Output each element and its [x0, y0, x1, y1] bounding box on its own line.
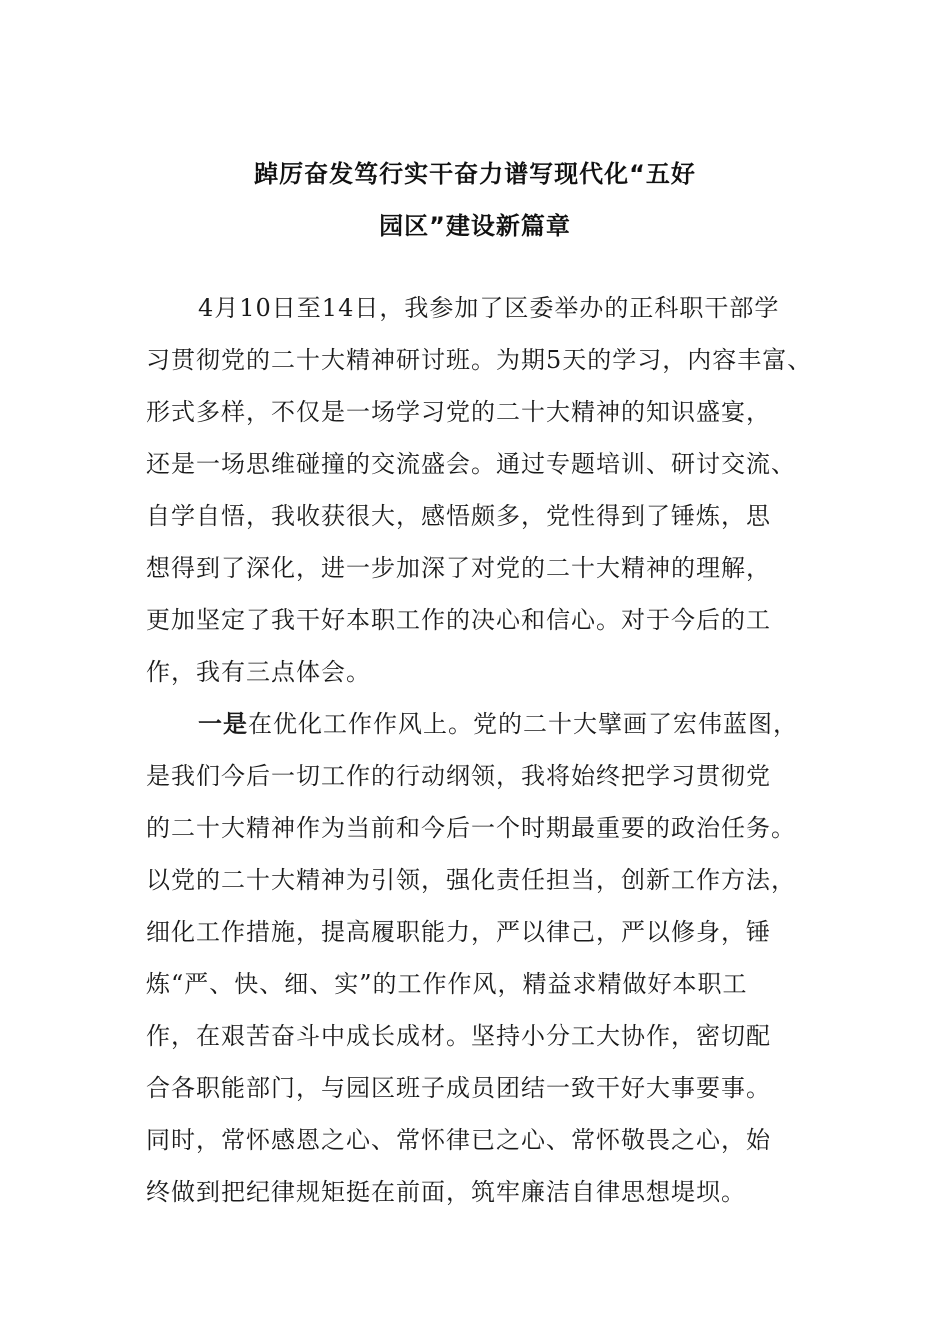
text-line: 想得到了深化，进一步加深了对党的二十大精神的理解， — [146, 554, 771, 582]
document-title — [130, 148, 820, 252]
text-line: 炼“严、快、细、实”的工作作风，精益求精做好本职工 — [146, 970, 748, 998]
text-line: 还是一场思维碰撞的交流盛会。通过专题培训、研讨交流、 — [146, 450, 796, 478]
text-line: 合各职能部门，与园区班子成员团结一致干好大事要事。 — [146, 1074, 771, 1102]
text-line: 自学自悟，我收获很大，感悟颇多，党性得到了锤炼，思 — [146, 502, 771, 530]
text-line: 的二十大精神作为当前和今后一个时期最重要的政治任务。 — [146, 814, 796, 842]
text-line-rest: 在优化工作作风上。党的二十大擘画了宏伟蓝图， — [248, 710, 798, 738]
text-line: 更加坚定了我干好本职工作的决心和信心。对于今后的工 — [146, 606, 771, 634]
title-line: 园区”建设新篇章 — [379, 212, 571, 240]
paragraph-1 — [146, 282, 826, 698]
text-line: 形式多样，不仅是一场学习党的二十大精神的知识盛宴， — [146, 398, 771, 426]
text-line: 以党的二十大精神为引领，强化责任担当，创新工作方法， — [146, 866, 796, 894]
text-line: 作，我有三点体会。 — [146, 658, 371, 686]
text-line: 习贯彻党的二十大精神研讨班。为期5天的学习，内容丰富、 — [146, 346, 813, 374]
text-line: 细化工作措施，提高履职能力，严以律己，严以修身，锤 — [146, 918, 771, 946]
text-line: 是我们今后一切工作的行动纲领，我将始终把学习贯彻党 — [146, 762, 771, 790]
paragraph-2 — [146, 698, 826, 1218]
text-line — [146, 698, 826, 750]
text-line: 同时，常怀感恩之心、常怀律已之心、常怀敬畏之心，始 — [146, 1126, 771, 1154]
text-line: 4月10日至14日，我参加了区委举办的正科职干部学 — [198, 294, 780, 322]
paragraph-lead: 一是 — [198, 709, 248, 738]
title-line: 踔厉奋发笃行实干奋力谱写现代化“五好 — [254, 160, 696, 188]
text-line: 终做到把纪律规矩挺在前面，筑牢廉洁自律思想堤坝。 — [146, 1178, 746, 1206]
text-line: 作，在艰苦奋斗中成长成材。坚持小分工大协作，密切配 — [146, 1022, 771, 1050]
document-body — [146, 282, 826, 1218]
